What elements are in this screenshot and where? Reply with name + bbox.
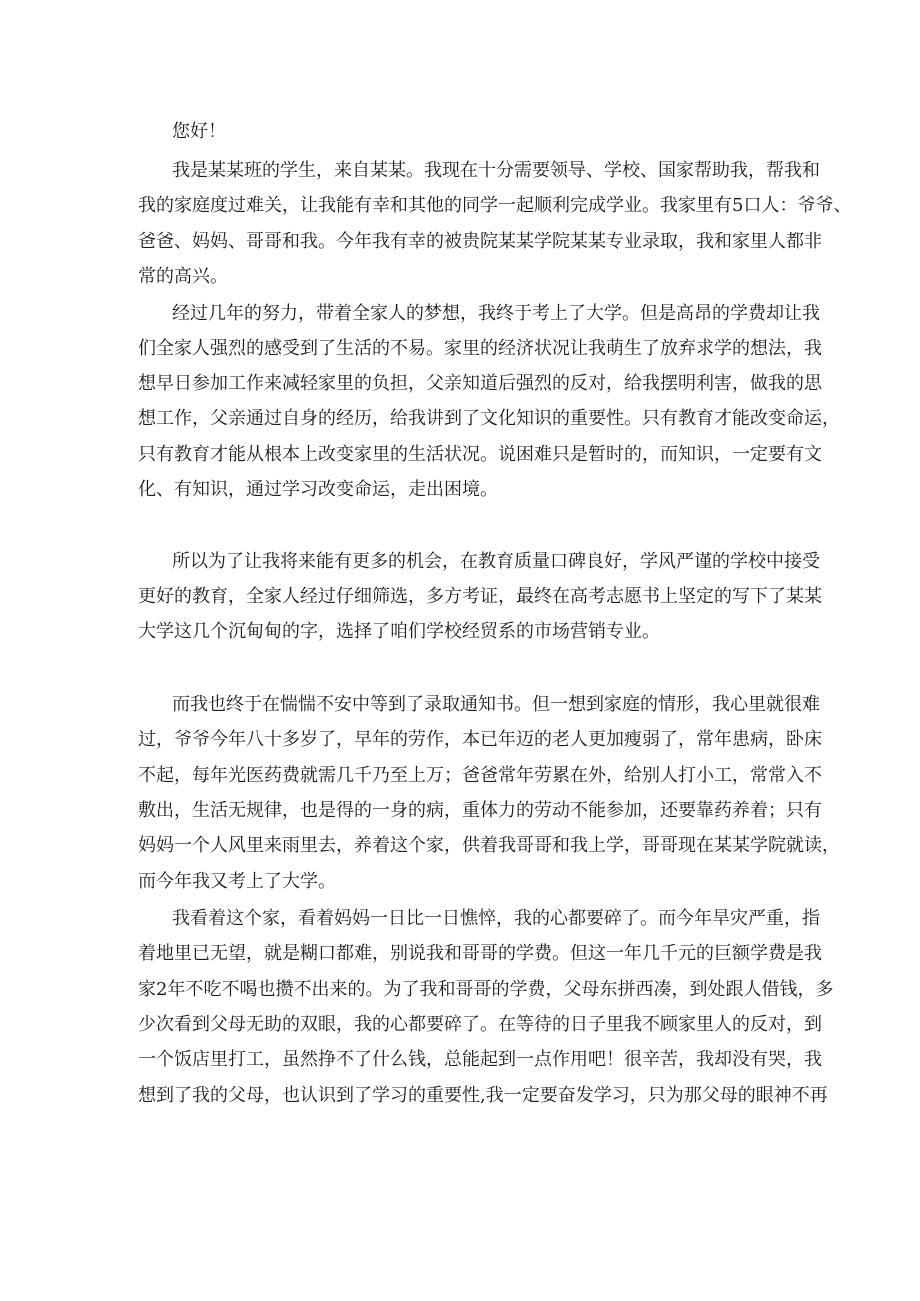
paragraph-line: 而今年我又考上了大学。 (138, 871, 336, 892)
paragraph-line: 家2年不吃不喝也攒不出来的。为了我和哥哥的学费，父母东拼西凑，到处跟人借钱，多 (138, 979, 834, 1000)
paragraph-line: 我看着这个家，看着妈妈一日比一日憔悴，我的心都要碎了。而今年旱灾严重，指 (172, 908, 820, 929)
paragraph-line: 爸爸、妈妈、哥哥和我。今年我有幸的被贵院某某学院某某专业录取，我和家里人都非 (138, 231, 822, 252)
paragraph-line: 化、有知识，通过学习改变命运，走出困境。 (138, 479, 498, 500)
paragraph-line: 经过几年的努力，带着全家人的梦想，我终于考上了大学。但是高昂的学费却让我 (172, 303, 820, 324)
paragraph-line: 所以为了让我将来能有更多的机会，在教育质量口碑良好，学风严谨的学校中接受 (172, 551, 820, 572)
paragraph-line: 我是某某班的学生，来自某某。我现在十分需要领导、学校、国家帮助我，帮我和 (172, 160, 820, 181)
paragraph-line: 而我也终于在惴惴不安中等到了录取通知书。但一想到家庭的情形，我心里就很难 (172, 694, 820, 715)
paragraph-line: 更好的教育，全家人经过仔细筛选，多方考证，最终在高考志愿书上坚定的写下了某某 (138, 586, 822, 607)
paragraph-line: 着地里已无望，就是糊口都难，别说我和哥哥的学费。但这一年几千元的巨额学费是我 (138, 943, 822, 964)
paragraph-line: 不起，每年光医药费就需几千乃至上万；爸爸常年劳累在外，给别人打小工，常常入不 (138, 765, 822, 786)
paragraph-line: 们全家人强烈的感受到了生活的不易。家里的经济状况让我萌生了放弃求学的想法，我 (138, 338, 822, 359)
paragraph-line: 一个饭店里打工，虽然挣不了什么钱，总能起到一点作用吧！很辛苦，我却没有哭，我 (138, 1049, 822, 1070)
paragraph-line: 妈妈一个人风里来雨里去，养着这个家，供着我哥哥和我上学，哥哥现在某某学院就读， (138, 835, 840, 856)
paragraph-line: 想早日参加工作来减轻家里的负担，父亲知道后强烈的反对，给我摆明利害，做我的思 (138, 373, 822, 394)
paragraph-line: 敷出，生活无规律，也是得的一身的病，重体力的劳动不能参加，还要靠药养着；只有 (138, 800, 822, 821)
greeting: 您好！ (172, 121, 226, 142)
paragraph-line: 只有教育才能从根本上改变家里的生活状况。说困难只是暂时的，而知识，一定要有文 (138, 444, 822, 465)
paragraph-line: 常的高兴。 (138, 266, 228, 287)
paragraph-line: 大学这几个沉甸甸的字，选择了咱们学校经贸系的市场营销专业。 (138, 621, 660, 642)
paragraph-line: 我的家庭度过难关，让我能有幸和其他的同学一起顺利完成学业。我家里有5口人：爷爷、 (138, 195, 852, 216)
paragraph-line: 过，爷爷今年八十多岁了，早年的劳作，本已年迈的老人更加瘦弱了，常年患病，卧床 (138, 729, 822, 750)
paragraph-line: 想到了我的父母，也认识到了学习的重要性,我一定要奋发学习，只为那父母的眼神不再 (138, 1085, 828, 1106)
paragraph-line: 少次看到父母无助的双眼，我的心都要碎了。在等待的日子里我不顾家里人的反对，到 (138, 1014, 822, 1035)
paragraph-line: 想工作，父亲通过自身的经历，给我讲到了文化知识的重要性。只有教育才能改变命运， (138, 408, 840, 429)
